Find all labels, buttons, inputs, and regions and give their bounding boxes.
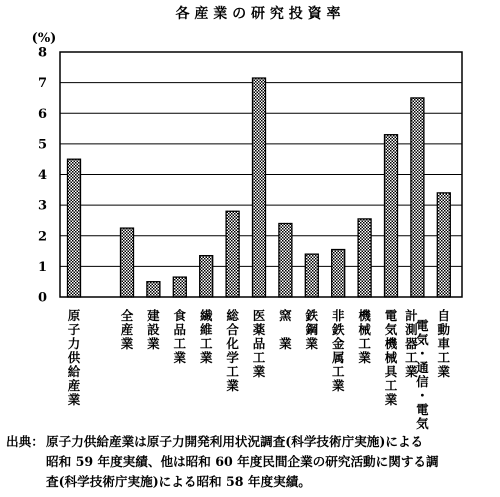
bar <box>253 78 266 297</box>
svg-text:品: 品 <box>173 322 187 337</box>
svg-text:業: 業 <box>305 336 319 351</box>
y-tick-label: 4 <box>37 168 47 183</box>
x-tick-label <box>305 308 319 351</box>
x-tick-label <box>253 308 266 379</box>
y-tick-label: 5 <box>37 137 47 153</box>
svg-text:器: 器 <box>405 336 418 351</box>
svg-text:通: 通 <box>416 360 429 375</box>
bar <box>385 135 398 297</box>
svg-text:建: 建 <box>147 308 160 323</box>
svg-text:産: 産 <box>120 322 134 337</box>
svg-text:業: 業 <box>279 336 292 351</box>
bar <box>200 256 213 297</box>
svg-text:業: 業 <box>199 350 213 365</box>
svg-text:鉄: 鉄 <box>305 308 319 323</box>
source-note <box>6 432 498 492</box>
svg-text:業: 業 <box>226 378 239 393</box>
svg-text:食: 食 <box>173 308 187 323</box>
svg-text:機: 機 <box>358 308 371 323</box>
svg-text:品: 品 <box>252 336 266 351</box>
x-tick-label <box>358 308 371 365</box>
svg-text:業: 業 <box>405 364 418 379</box>
svg-text:工: 工 <box>331 364 345 379</box>
svg-text:械: 械 <box>358 322 371 337</box>
svg-text:気: 気 <box>416 416 429 430</box>
svg-text:・: ・ <box>416 388 429 403</box>
svg-text:業: 業 <box>173 350 187 365</box>
svg-text:気: 気 <box>384 322 398 337</box>
bar <box>68 159 81 297</box>
source-line-1 <box>6 432 498 452</box>
source-text-2: 昭和 59 年度実績、他は昭和 60 年度民間企業の研究活動に関する調 <box>46 454 439 469</box>
svg-text:総: 総 <box>226 308 239 323</box>
y-tick-label: 3 <box>37 198 47 214</box>
svg-text:電: 電 <box>416 318 429 333</box>
svg-text:工: 工 <box>199 336 213 351</box>
bar <box>226 211 239 297</box>
svg-text:鉄: 鉄 <box>331 322 345 337</box>
source-line-2 <box>6 452 498 472</box>
svg-text:給: 給 <box>67 364 81 379</box>
y-tick-label: 1 <box>37 259 47 275</box>
svg-text:電: 電 <box>416 402 429 417</box>
bar <box>147 282 160 297</box>
svg-text:業: 業 <box>252 364 266 379</box>
chart-title: 各 産 業 の 研 究 投 資 率 <box>175 6 341 22</box>
x-tick-label <box>225 308 239 393</box>
bar <box>437 193 450 297</box>
bar <box>279 224 292 298</box>
svg-text:繊: 繊 <box>199 308 213 323</box>
svg-text:全: 全 <box>120 308 134 323</box>
bar <box>305 254 318 297</box>
source-text-1: 原子力供給産業は原子力開発利用状況調査(科学技術庁実施)による <box>46 434 424 449</box>
bar <box>173 277 186 297</box>
svg-text:動: 動 <box>437 322 451 337</box>
x-tick-label <box>279 308 292 351</box>
svg-text:械: 械 <box>384 350 398 365</box>
svg-text:・: ・ <box>416 346 429 361</box>
svg-text:機: 機 <box>384 336 398 351</box>
svg-text:工: 工 <box>226 364 239 379</box>
x-tick-label <box>121 308 134 351</box>
svg-text:化: 化 <box>226 336 239 351</box>
x-tick-label <box>331 308 345 393</box>
svg-text:工: 工 <box>252 350 266 365</box>
svg-text:電: 電 <box>384 308 398 323</box>
bar <box>358 219 371 297</box>
svg-text:原: 原 <box>67 308 81 323</box>
x-tick-label <box>199 308 213 365</box>
bar <box>332 250 345 297</box>
svg-text:業: 業 <box>358 350 371 365</box>
x-tick-label <box>438 308 451 379</box>
x-tick-label <box>67 308 81 407</box>
x-tick-label <box>174 308 187 365</box>
svg-text:金: 金 <box>331 336 345 351</box>
svg-text:測: 測 <box>405 322 418 337</box>
svg-text:業: 業 <box>384 392 398 407</box>
svg-text:業: 業 <box>437 364 451 379</box>
source-label: 出典： <box>6 434 44 449</box>
x-tick-label <box>146 308 160 351</box>
y-tick-label: 2 <box>37 229 47 245</box>
y-axis-unit-label: (%) <box>31 31 57 46</box>
svg-text:薬: 薬 <box>252 322 266 337</box>
source-text-3: 査(科学技術庁実施)による昭和 58 年度実績。 <box>46 474 311 489</box>
svg-text:維: 維 <box>199 322 213 337</box>
svg-text:鋼: 鋼 <box>305 322 319 337</box>
svg-text:非: 非 <box>331 308 345 323</box>
svg-text:業: 業 <box>147 336 160 351</box>
svg-text:車: 車 <box>437 336 451 351</box>
bar <box>121 228 134 297</box>
svg-text:業: 業 <box>67 392 81 407</box>
svg-text:気: 気 <box>416 332 429 347</box>
svg-text:属: 属 <box>331 350 345 365</box>
svg-text:工: 工 <box>405 350 418 365</box>
svg-text:合: 合 <box>226 322 239 337</box>
svg-text:子: 子 <box>67 322 81 337</box>
svg-text:工: 工 <box>173 336 187 351</box>
source-line-3 <box>6 472 498 492</box>
svg-text:学: 学 <box>226 350 239 365</box>
x-tick-label <box>404 308 429 430</box>
y-tick-label: 8 <box>37 45 47 61</box>
bar <box>411 98 424 297</box>
svg-text:設: 設 <box>147 322 160 337</box>
svg-text:具: 具 <box>384 364 398 379</box>
svg-text:産: 産 <box>67 378 81 393</box>
svg-text:自: 自 <box>437 308 451 323</box>
x-tick-label <box>385 308 398 407</box>
svg-text:供: 供 <box>67 350 81 365</box>
y-tick-label: 6 <box>37 106 47 122</box>
svg-text:窯: 窯 <box>279 308 292 323</box>
y-tick-label: 7 <box>37 76 47 92</box>
svg-text:計: 計 <box>405 308 418 323</box>
svg-text:医: 医 <box>252 308 266 323</box>
svg-text:工: 工 <box>384 378 398 393</box>
svg-text:力: 力 <box>67 336 81 351</box>
svg-text:信: 信 <box>416 374 429 389</box>
svg-text:業: 業 <box>120 336 134 351</box>
svg-text:業: 業 <box>331 378 345 393</box>
svg-text:工: 工 <box>437 350 451 365</box>
svg-text:工: 工 <box>358 336 371 351</box>
y-tick-label: 0 <box>37 290 47 306</box>
